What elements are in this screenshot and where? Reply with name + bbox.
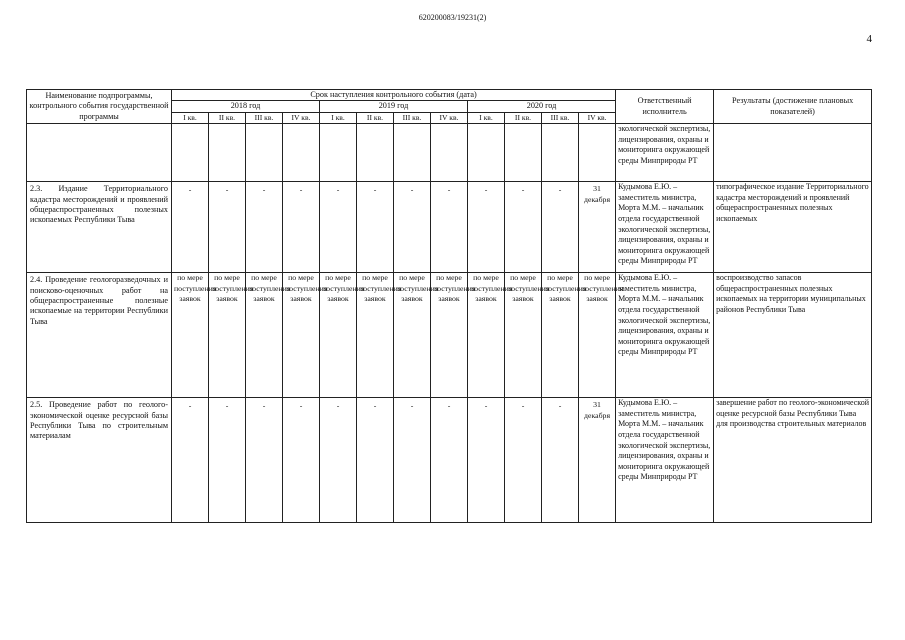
term-cell: -	[246, 182, 283, 273]
row-result: типографическое издание Территориального кадастра месторождений и проявлений общераспространенных полезных ископаемых	[714, 182, 872, 273]
row-responsible: Кудымова Е.Ю. – заместитель министра, Морта М.М. – начальник отдела государственной экологической экспертизы, лицензирования, охраны и мониторинга окружающей среды Минприроды РТ	[616, 273, 714, 398]
term-cell: -	[357, 182, 394, 273]
term-cell: -	[209, 182, 246, 273]
page-number: 4	[866, 33, 872, 45]
header-quarter: IV кв.	[579, 112, 616, 123]
term-cell: по мере поступления заявок	[209, 273, 246, 398]
row-responsible: экологической экспертизы, лицензирования, охраны и мониторинга окружающей среды Минприроды РТ	[616, 124, 714, 182]
term-cell	[357, 124, 394, 182]
header-quarter: I кв.	[172, 112, 209, 123]
term-cell: по мере поступления заявок	[357, 273, 394, 398]
term-cell: -	[283, 398, 320, 523]
term-cell: -	[320, 182, 357, 273]
header-year-2019: 2019 год	[320, 101, 468, 112]
term-cell: по мере поступления заявок	[172, 273, 209, 398]
term-cell: по мере поступления заявок	[468, 273, 505, 398]
row-responsible: Кудымова Е.Ю. – заместитель министра, Морта М.М. – начальник отдела государственной экологической экспертизы, лицензирования, охраны и мониторинга окружающей среды Минприроды РТ	[616, 182, 714, 273]
row-name: 2.3. Издание Территориального кадастра месторождений и проявлений общераспространенных полезных ископаемых Республики Тыва	[27, 182, 172, 273]
term-cell	[209, 124, 246, 182]
header-quarter: I кв.	[468, 112, 505, 123]
term-cell: по мере поступления заявок	[283, 273, 320, 398]
term-cell: -	[505, 398, 542, 523]
control-events-table	[26, 89, 872, 523]
term-cell	[320, 124, 357, 182]
term-cell: -	[394, 182, 431, 273]
header-responsible: Ответственный исполнитель	[616, 90, 714, 124]
term-cell	[172, 124, 209, 182]
term-cell: -	[542, 182, 579, 273]
term-cell: -	[246, 398, 283, 523]
table-row-continuation	[27, 124, 872, 182]
term-cell	[246, 124, 283, 182]
term-cell	[394, 124, 431, 182]
term-cell: по мере поступления заявок	[579, 273, 616, 398]
term-cell: -	[172, 398, 209, 523]
term-cell: по мере поступления заявок	[431, 273, 468, 398]
term-cell: -	[431, 182, 468, 273]
term-cell: -	[394, 398, 431, 523]
header-quarter: II кв.	[505, 112, 542, 123]
term-cell: по мере поступления заявок	[505, 273, 542, 398]
header-quarter: II кв.	[209, 112, 246, 123]
table-row	[27, 182, 872, 273]
header-result: Результаты (достижение плановых показателей)	[714, 90, 872, 124]
term-cell	[468, 124, 505, 182]
term-cell: -	[468, 182, 505, 273]
term-cell: -	[505, 182, 542, 273]
row-name: 2.4. Проведение геологоразведочных и поисково-оценочных работ на общераспространенные полезные ископаемые на территории Республики Тыва	[27, 273, 172, 398]
header-name: Наименование подпрограммы, контрольного события государственной программы	[27, 90, 172, 124]
row-result	[714, 124, 872, 182]
term-cell: 31 декабря	[579, 182, 616, 273]
term-cell: по мере поступления заявок	[320, 273, 357, 398]
term-cell	[431, 124, 468, 182]
row-result: воспроизводство запасов общераспространенных полезных ископаемых на территории муниципальных районов Республики Тыва	[714, 273, 872, 398]
term-cell: 31 декабря	[579, 398, 616, 523]
header-quarter: IV кв.	[283, 112, 320, 123]
term-cell: по мере поступления заявок	[246, 273, 283, 398]
row-name	[27, 124, 172, 182]
header-quarter: II кв.	[357, 112, 394, 123]
header-quarter: I кв.	[320, 112, 357, 123]
term-cell	[283, 124, 320, 182]
header-quarter: III кв.	[246, 112, 283, 123]
header-quarter: III кв.	[394, 112, 431, 123]
term-cell: -	[431, 398, 468, 523]
term-cell: -	[283, 182, 320, 273]
table-row	[27, 273, 872, 398]
term-cell	[579, 124, 616, 182]
term-cell	[542, 124, 579, 182]
header-year-2020: 2020 год	[468, 101, 616, 112]
row-name: 2.5. Проведение работ по геолого-экономической оценке ресурсной базы Республики Тыва по строительным материалам	[27, 398, 172, 523]
term-cell: -	[172, 182, 209, 273]
header-term: Срок наступления контрольного события (дата)	[172, 90, 616, 101]
header-quarter: IV кв.	[431, 112, 468, 123]
term-cell: по мере поступления заявок	[542, 273, 579, 398]
table-row	[27, 398, 872, 523]
header-quarter: III кв.	[542, 112, 579, 123]
row-result: завершение работ по геолого-экономической оценке ресурсной базы Республики Тыва для производства строительных материалов	[714, 398, 872, 523]
term-cell: -	[209, 398, 246, 523]
document-id: 620200083/19231(2)	[418, 13, 487, 22]
term-cell: -	[320, 398, 357, 523]
row-responsible: Кудымова Е.Ю. – заместитель министра, Морта М.М. – начальник отдела государственной экологической экспертизы, лицензирования, охраны и мониторинга окружающей среды Минприроды РТ	[616, 398, 714, 523]
term-cell: по мере поступления заявок	[394, 273, 431, 398]
term-cell: -	[468, 398, 505, 523]
header-year-2018: 2018 год	[172, 101, 320, 112]
term-cell: -	[542, 398, 579, 523]
term-cell: -	[357, 398, 394, 523]
term-cell	[505, 124, 542, 182]
